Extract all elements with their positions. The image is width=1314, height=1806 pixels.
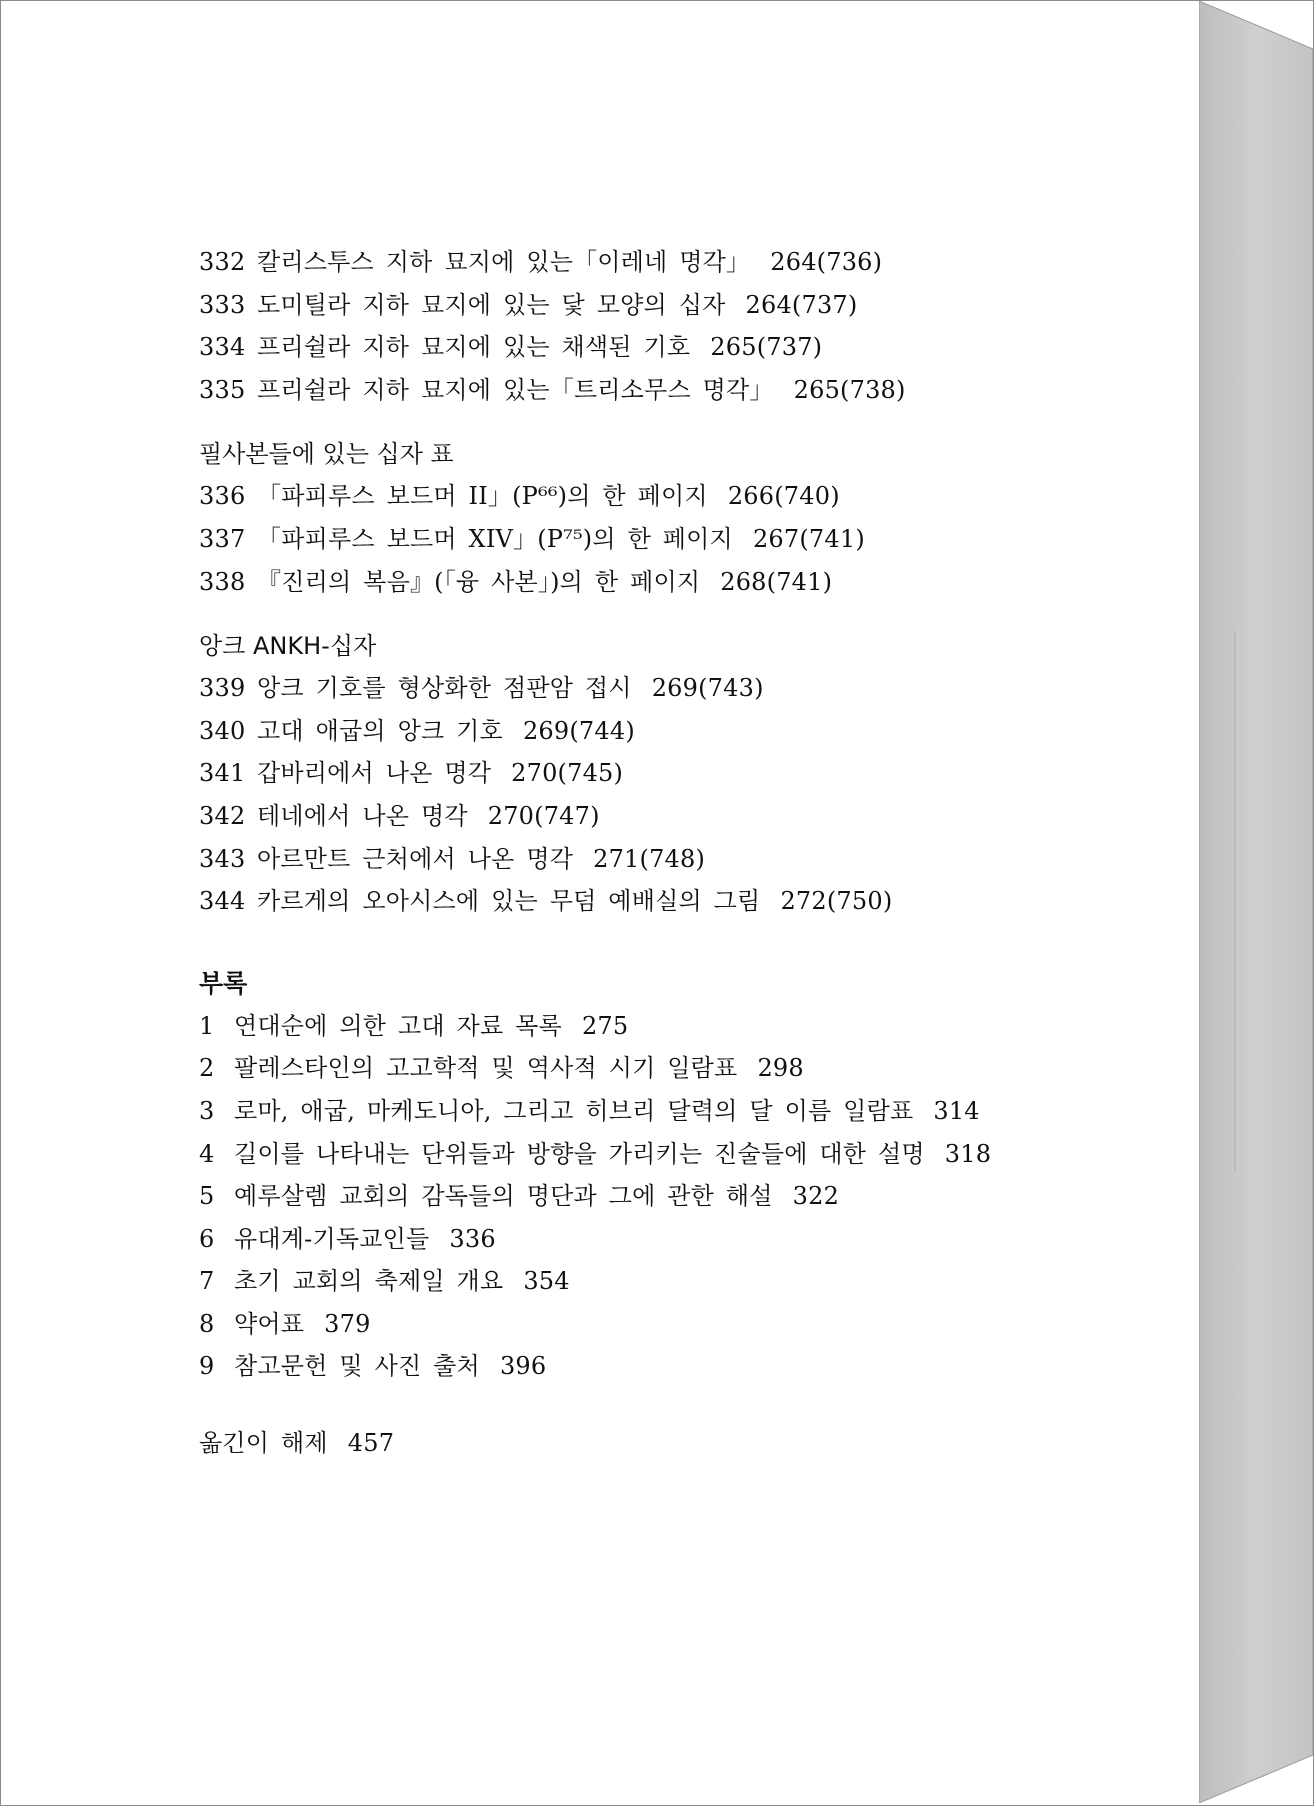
entry-number: 341 [199,759,246,788]
appendix-entry [199,1218,1199,1261]
entry-page: 379 [324,1309,371,1338]
entry-page: 275 [581,1011,629,1040]
entry-title: 팔레스타인의 고고학적 및 역사적 시기 일람표 [234,1054,738,1083]
entry-page: 271(748) [593,844,706,873]
entry-page: 457 [347,1429,395,1458]
entry-number: 332 [199,248,246,276]
entry-title: 예루살렘 교회의 감독들의 명단과 그에 관한 해설 [234,1182,773,1211]
entry-number: 3 [199,1096,215,1125]
translator-note-entry [199,1422,1199,1465]
entry-page: 322 [792,1182,840,1211]
appendix-entry [199,1047,1199,1090]
toc-entry [199,710,1199,753]
entry-page: 269(743) [651,674,764,703]
entry-number: 8 [199,1309,215,1338]
appendix-entry [199,1133,1199,1176]
toc-entry [199,838,1199,881]
entry-page: 264(737) [745,290,858,319]
entry-page: 265(738) [793,375,906,404]
toc-entry [199,326,1199,369]
book-page [1,1,1200,1803]
entry-page: 272(750) [780,887,893,916]
entry-number: 344 [199,887,246,916]
entry-page: 265(737) [710,333,823,362]
entry-page: 314 [933,1096,980,1125]
entry-number: 5 [199,1182,215,1211]
toc-entry [199,518,1199,561]
appendix-entry [199,1303,1199,1346]
toc-entry [199,795,1199,838]
entry-number: 333 [199,290,246,319]
entry-number: 342 [199,801,246,830]
toc-entry [199,667,1199,710]
entry-number: 9 [199,1352,215,1381]
toc-entry [199,475,1199,518]
entry-title: 도미틸라 지하 묘지에 있는 닻 모양의 십자 [257,290,726,319]
entry-page: 266(740) [727,482,840,511]
section-heading-ankh: 앙크 ANKH-십자 [199,632,377,661]
entry-title: 「파피루스 보드머 II」(P⁶⁶)의 한 페이지 [257,482,708,511]
entry-title: 프리쉴라 지하 묘지에 있는 채색된 기호 [257,333,691,362]
entry-page: 354 [523,1267,570,1296]
entry-title: 길이를 나타내는 단위들과 방향을 가리키는 진술들에 대한 설명 [234,1139,925,1168]
entry-title: 연대순에 의한 고대 자료 목록 [234,1011,562,1040]
entry-number: 337 [199,524,246,553]
book-spine [1199,1,1313,1803]
appendix-entry [199,1345,1199,1388]
entry-title: 칼리스투스 지하 묘지에 있는「이레네 명각」 [257,248,751,276]
entry-page: 396 [499,1352,547,1381]
toc-entry [199,752,1199,795]
entry-title: 『진리의 복음』(「융 사본」)의 한 페이지 [257,567,701,596]
appendix-entry [199,1005,1199,1048]
spine-shading [1199,1,1313,1803]
toc-entry [199,369,1199,412]
entry-number: 336 [199,482,246,511]
section-heading-manuscripts: 필사본들에 있는 십자 표 [199,440,454,469]
entry-number: 343 [199,844,246,873]
entry-page: 270(747) [487,801,600,830]
entry-page: 318 [944,1139,992,1168]
entry-title: 앙크 기호를 형상화한 점판암 접시 [257,674,632,703]
entry-page: 270(745) [511,759,624,788]
table-of-contents [199,241,1199,1465]
entry-title: 참고문헌 및 사진 출처 [234,1352,480,1381]
entry-title: 「파피루스 보드머 XIV」(P⁷⁵)의 한 페이지 [257,524,733,553]
entry-page: 264(736) [770,248,883,276]
appendix-entry [199,1090,1199,1133]
entry-title: 약어표 [234,1309,305,1338]
entry-page: 336 [449,1224,496,1253]
entry-number: 4 [199,1139,215,1168]
appendix-heading: 부록 [199,968,248,998]
entry-number: 335 [199,375,246,404]
appendix-entry [199,1260,1199,1303]
entry-number: 338 [199,567,246,596]
entry-number: 339 [199,674,246,703]
entry-number: 7 [199,1267,215,1296]
entry-title: 초기 교회의 축제일 개요 [234,1267,504,1296]
toc-entry [199,880,1199,923]
toc-entry [199,284,1199,327]
entry-title: 아르만트 근처에서 나온 명각 [257,844,574,873]
entry-title: 고대 애굽의 앙크 기호 [257,716,503,745]
entry-number: 6 [199,1224,215,1253]
entry-title: 로마, 애굽, 마케도니아, 그리고 히브리 달력의 달 이름 일람표 [234,1096,914,1125]
entry-page: 268(741) [720,567,833,596]
toc-entry [199,561,1199,604]
toc-entry [199,241,1199,284]
appendix-entry [199,1175,1199,1218]
entry-page: 298 [757,1054,804,1083]
entry-page: 269(744) [522,716,635,745]
entry-title: 테네에서 나온 명각 [257,801,468,830]
entry-title: 옮긴이 해제 [199,1429,328,1458]
entry-number: 2 [199,1054,215,1083]
entry-number: 340 [199,716,246,745]
entry-title: 갑바리에서 나온 명각 [257,759,492,788]
entry-number: 1 [199,1011,215,1040]
entry-title: 유대계-기독교인들 [234,1224,430,1253]
entry-title: 프리쉴라 지하 묘지에 있는「트리소무스 명각」 [257,375,774,404]
entry-page: 267(741) [752,524,865,553]
entry-number: 334 [199,333,246,362]
entry-title: 카르게의 오아시스에 있는 무덤 예배실의 그림 [257,887,761,916]
